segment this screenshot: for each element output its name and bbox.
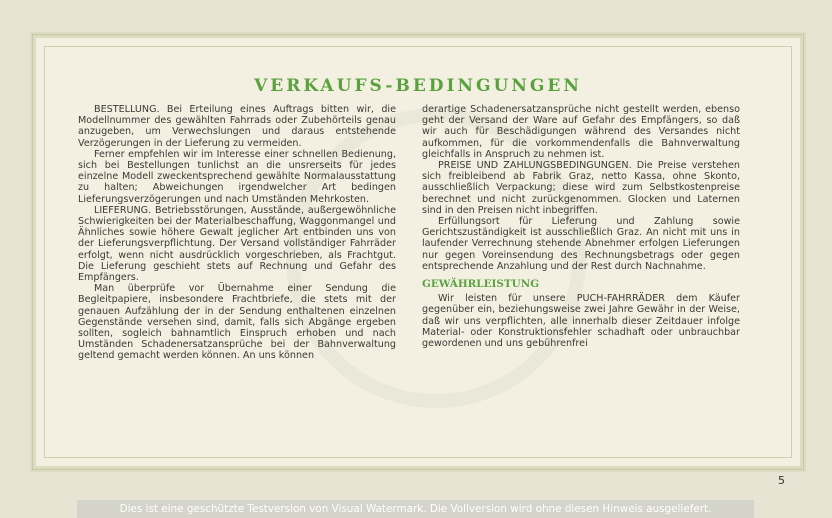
paragraph-lieferung: LIEFERUNG. Betriebsstörungen, Ausstände, außergewöhnliche Schwierigkeiten bei der Materialbeschaffung, Waggonmangel und Ähnliches sowie höhere Gewalt jeglicher Art entbinden uns von der Lieferungsverpflichtung. Der Versand vollständiger Fahrräder erfolgt, wenn nicht ausdrücklich vorgeschrieben, als Frachtgut. Die Lieferung geschieht stets auf Rechnung und Gefahr des Empfängers.	[78, 204, 396, 284]
paragraph-bestellung: BESTELLUNG. Bei Erteilung eines Auftrags bitten wir, die Modellnummer des gewählten Fahrrads oder Zubehörteils genau anzugeben, um Verwechslungen und daraus entstehende Verzögerungen in der Lieferung zu vermeiden.	[78, 104, 396, 149]
left-column	[78, 104, 396, 362]
paragraph-gewaehrleistung: Wir leisten für unsere PUCH-FAHRRÄDER dem Käufer gegenüber ein, beziehungsweise zwei Jahre Gewähr in der Weise, daß wir uns verpflichten, alle innerhalb dieser Zeitdauer infolge Material- oder Konstruktionsfehler schadhaft oder unbrauchbar gewordenen und uns gebührenfrei	[422, 293, 740, 350]
warranty-heading: GEWÄHRLEISTUNG	[422, 278, 540, 291]
page-number: 5	[778, 474, 785, 487]
page-title: VERKAUFS-BEDINGUNGEN	[254, 76, 582, 96]
paragraph-schadenersatz: derartige Schadenersatzansprüche nicht gestellt werden, ebenso geht der Versand der Ware auf Gefahr des Empfängers, so daß wir auch für Beschädigungen während des Versandes nicht aufkommen, für die vorkommendenfalls die Bahnverwaltung gleichfalls in Anspruch zu nehmen ist.	[422, 104, 740, 160]
paragraph-begleitpapiere: Man überprüfe vor Übernahme einer Sendung die Begleitpapiere, insbesondere Frachtbriefe, die stets mit der genauen Aufzählung der in der Sendung enthaltenen einzelnen Gegenstände versehen sind, damit, falls sich Abgänge ergeben sollten, sogleich bahnamtlich Einspruch erhoben und nach Umständen Schadenersatzansprüche bei der Bahnverwaltung geltend gemacht werden können. An uns können	[78, 283, 396, 362]
paragraph-preise: PREISE UND ZAHLUNGSBEDINGUNGEN. Die Preise verstehen sich freibleibend ab Fabrik Graz, netto Kassa, ohne Skonto, ausschließlich Verpackung; diese wird zum Selbstkostenpreise berechnet und nicht zurückgenommen. Glocken und Laternen sind in den Preisen nicht inbegriffen.	[422, 160, 740, 216]
catalog-page	[30, 32, 806, 472]
watermark-notice-banner: Dies ist eine geschützte Testversion von Visual Watermark. Die Vollversion wird ohne diesen Hinweis ausgeliefert.	[77, 500, 754, 518]
paragraph-ausstattung: Ferner empfehlen wir im Interesse einer schnellen Bedienung, sich bei Bestellungen tunlichst an die unsrerseits für jedes einzelne Modell zweckentsprechend gewählte Normalausstattung zu halten; Abweichungen irgendwelcher Art bedingen Lieferungsverzögerungen und nach Umständen Mehrkosten.	[78, 148, 396, 205]
right-column	[422, 104, 740, 349]
paragraph-erfuellungsort: Erfüllungsort für Lieferung und Zahlung sowie Gerichtszuständigkeit ist ausschließlich Graz. An nicht mit uns in laufender Verrechnung stehende Abnehmer erfolgen Lieferungen nur gegen Voreinsendung des Rechnungsbetrags oder gegen entsprechende Anzahlung und der Rest durch Nachnahme.	[422, 216, 740, 272]
